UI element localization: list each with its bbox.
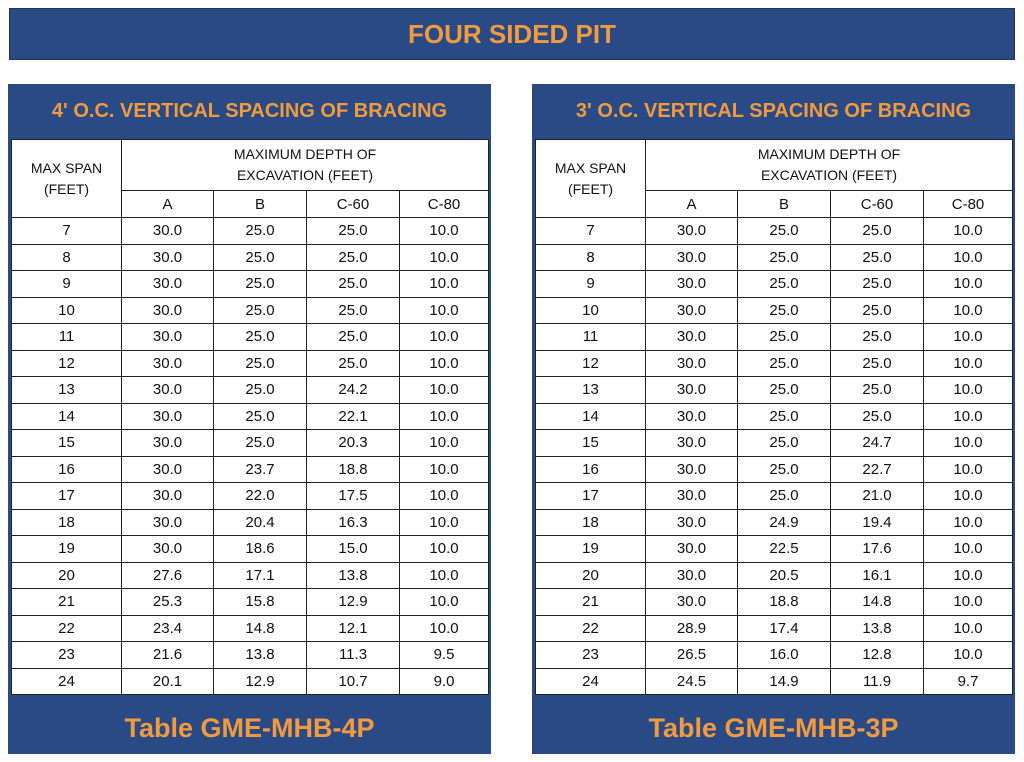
depth-a-cell: 30.0 bbox=[122, 324, 214, 351]
table-row bbox=[12, 297, 489, 324]
span-cell: 20 bbox=[12, 562, 122, 589]
depth-c60-cell: 25.0 bbox=[831, 271, 924, 298]
depth-b-cell: 15.8 bbox=[214, 589, 307, 616]
span-cell: 9 bbox=[536, 271, 646, 298]
depth-b-cell: 25.0 bbox=[214, 324, 307, 351]
depth-b-cell: 25.0 bbox=[214, 218, 307, 245]
depth-c80-cell: 10.0 bbox=[924, 483, 1013, 510]
table-row bbox=[536, 615, 1013, 642]
table-row bbox=[536, 589, 1013, 616]
depth-a-cell: 30.0 bbox=[122, 430, 214, 457]
depth-b-cell: 22.5 bbox=[738, 536, 831, 563]
depth-c80-cell: 10.0 bbox=[924, 589, 1013, 616]
table-row bbox=[12, 456, 489, 483]
span-cell: 8 bbox=[12, 244, 122, 271]
span-cell: 20 bbox=[536, 562, 646, 589]
column-header-b: B bbox=[214, 191, 307, 218]
span-cell: 15 bbox=[536, 430, 646, 457]
depth-c80-cell: 10.0 bbox=[400, 509, 489, 536]
table-row bbox=[536, 350, 1013, 377]
depth-c80-cell: 10.0 bbox=[924, 244, 1013, 271]
depth-b-cell: 17.4 bbox=[738, 615, 831, 642]
depth-c60-cell: 25.0 bbox=[831, 244, 924, 271]
span-cell: 12 bbox=[12, 350, 122, 377]
depth-a-cell: 30.0 bbox=[122, 244, 214, 271]
depth-b-cell: 20.5 bbox=[738, 562, 831, 589]
depth-c60-cell: 24.2 bbox=[307, 377, 400, 404]
table-row bbox=[12, 642, 489, 669]
depth-b-cell: 25.0 bbox=[738, 218, 831, 245]
depth-b-cell: 25.0 bbox=[738, 430, 831, 457]
depth-c80-cell: 10.0 bbox=[924, 377, 1013, 404]
depth-c60-cell: 25.0 bbox=[307, 350, 400, 377]
span-cell: 12 bbox=[536, 350, 646, 377]
max-depth-header bbox=[646, 140, 1013, 191]
depth-a-cell: 30.0 bbox=[646, 377, 738, 404]
span-cell: 18 bbox=[12, 509, 122, 536]
depth-a-cell: 30.0 bbox=[646, 324, 738, 351]
max-span-header bbox=[536, 140, 646, 218]
table-row bbox=[12, 271, 489, 298]
depth-a-cell: 30.0 bbox=[646, 562, 738, 589]
depth-b-cell: 25.0 bbox=[214, 271, 307, 298]
depth-c80-cell: 10.0 bbox=[924, 509, 1013, 536]
span-cell: 10 bbox=[536, 297, 646, 324]
depth-c60-cell: 14.8 bbox=[831, 589, 924, 616]
depth-a-cell: 30.0 bbox=[122, 297, 214, 324]
depth-c60-cell: 25.0 bbox=[831, 377, 924, 404]
depth-b-cell: 24.9 bbox=[738, 509, 831, 536]
table-row bbox=[12, 403, 489, 430]
depth-c80-cell: 9.0 bbox=[400, 668, 489, 695]
depth-a-cell: 30.0 bbox=[646, 271, 738, 298]
depth-a-cell: 28.9 bbox=[646, 615, 738, 642]
span-cell: 22 bbox=[12, 615, 122, 642]
depth-a-cell: 26.5 bbox=[646, 642, 738, 669]
depth-b-cell: 23.7 bbox=[214, 456, 307, 483]
depth-c80-cell: 10.0 bbox=[924, 324, 1013, 351]
depth-b-cell: 25.0 bbox=[738, 456, 831, 483]
depth-b-cell: 25.0 bbox=[214, 430, 307, 457]
depth-a-cell: 30.0 bbox=[122, 403, 214, 430]
table-row bbox=[12, 589, 489, 616]
table-row bbox=[536, 430, 1013, 457]
depth-a-cell: 30.0 bbox=[646, 218, 738, 245]
depth-a-cell: 30.0 bbox=[122, 536, 214, 563]
depth-c60-cell: 12.9 bbox=[307, 589, 400, 616]
depth-c60-cell: 25.0 bbox=[831, 218, 924, 245]
depth-c60-cell: 24.7 bbox=[831, 430, 924, 457]
depth-c80-cell: 10.0 bbox=[400, 456, 489, 483]
depth-b-cell: 18.6 bbox=[214, 536, 307, 563]
page-title: FOUR SIDED PIT bbox=[407, 18, 616, 49]
span-cell: 19 bbox=[536, 536, 646, 563]
depth-c80-cell: 10.0 bbox=[400, 589, 489, 616]
depth-a-cell: 20.1 bbox=[122, 668, 214, 695]
table-row bbox=[12, 483, 489, 510]
depth-c60-cell: 25.0 bbox=[307, 324, 400, 351]
depth-c80-cell: 10.0 bbox=[400, 562, 489, 589]
span-cell: 21 bbox=[12, 589, 122, 616]
depth-c80-cell: 9.5 bbox=[400, 642, 489, 669]
depth-b-cell: 14.9 bbox=[738, 668, 831, 695]
depth-b-cell: 22.0 bbox=[214, 483, 307, 510]
max-span-header-line2: (FEET) bbox=[43, 180, 90, 197]
table-row bbox=[536, 642, 1013, 669]
depth-c60-cell: 11.3 bbox=[307, 642, 400, 669]
depth-a-cell: 30.0 bbox=[122, 377, 214, 404]
depth-b-cell: 18.8 bbox=[738, 589, 831, 616]
depth-c80-cell: 10.0 bbox=[924, 271, 1013, 298]
span-cell: 13 bbox=[536, 377, 646, 404]
depth-b-cell: 25.0 bbox=[214, 350, 307, 377]
table-caption: Table GME-MHB-4P bbox=[124, 712, 375, 743]
span-cell: 24 bbox=[536, 668, 646, 695]
bracing-table bbox=[535, 139, 1013, 695]
depth-b-cell: 25.0 bbox=[738, 324, 831, 351]
table-body bbox=[536, 218, 1013, 695]
depth-c60-cell: 13.8 bbox=[307, 562, 400, 589]
depth-c60-cell: 12.1 bbox=[307, 615, 400, 642]
max-span-header-line1: MAX SPAN bbox=[554, 159, 627, 176]
depth-c80-cell: 10.0 bbox=[400, 271, 489, 298]
depth-c60-cell: 13.8 bbox=[831, 615, 924, 642]
depth-b-cell: 25.0 bbox=[738, 297, 831, 324]
depth-a-cell: 30.0 bbox=[122, 509, 214, 536]
depth-b-cell: 25.0 bbox=[738, 403, 831, 430]
depth-c80-cell: 10.0 bbox=[924, 456, 1013, 483]
depth-c60-cell: 25.0 bbox=[307, 244, 400, 271]
bracing-table bbox=[11, 139, 489, 695]
column-header-b: B bbox=[738, 191, 831, 218]
table-row bbox=[12, 324, 489, 351]
depth-a-cell: 25.3 bbox=[122, 589, 214, 616]
table-row bbox=[12, 377, 489, 404]
table-heading: 4' O.C. VERTICAL SPACING OF BRACING bbox=[51, 99, 448, 122]
span-cell: 18 bbox=[536, 509, 646, 536]
depth-c60-cell: 25.0 bbox=[307, 271, 400, 298]
table-row bbox=[536, 403, 1013, 430]
max-depth-header-line1: MAXIMUM DEPTH OF bbox=[757, 146, 901, 162]
span-cell: 11 bbox=[536, 324, 646, 351]
table-row bbox=[536, 244, 1013, 271]
depth-a-cell: 30.0 bbox=[122, 483, 214, 510]
depth-b-cell: 17.1 bbox=[214, 562, 307, 589]
depth-c60-cell: 18.8 bbox=[307, 456, 400, 483]
depth-c80-cell: 10.0 bbox=[924, 430, 1013, 457]
span-cell: 13 bbox=[12, 377, 122, 404]
span-cell: 7 bbox=[12, 218, 122, 245]
table-row bbox=[536, 218, 1013, 245]
table-row bbox=[536, 509, 1013, 536]
depth-c60-cell: 16.1 bbox=[831, 562, 924, 589]
depth-c80-cell: 10.0 bbox=[924, 642, 1013, 669]
depth-c60-cell: 12.8 bbox=[831, 642, 924, 669]
depth-c60-cell: 22.7 bbox=[831, 456, 924, 483]
span-cell: 10 bbox=[12, 297, 122, 324]
span-cell: 21 bbox=[536, 589, 646, 616]
depth-c80-cell: 10.0 bbox=[400, 615, 489, 642]
column-header-c80: C-80 bbox=[924, 191, 1013, 218]
table-row bbox=[536, 456, 1013, 483]
max-depth-header-line1: MAXIMUM DEPTH OF bbox=[233, 146, 377, 162]
depth-a-cell: 30.0 bbox=[646, 350, 738, 377]
depth-a-cell: 30.0 bbox=[122, 350, 214, 377]
depth-c60-cell: 17.5 bbox=[307, 483, 400, 510]
table-heading: 3' O.C. VERTICAL SPACING OF BRACING bbox=[575, 99, 972, 122]
table-row bbox=[12, 615, 489, 642]
column-header-a: A bbox=[122, 191, 214, 218]
depth-b-cell: 25.0 bbox=[214, 297, 307, 324]
depth-c60-cell: 11.9 bbox=[831, 668, 924, 695]
depth-c60-cell: 17.6 bbox=[831, 536, 924, 563]
depth-b-cell: 25.0 bbox=[738, 244, 831, 271]
span-cell: 17 bbox=[536, 483, 646, 510]
depth-a-cell: 30.0 bbox=[646, 509, 738, 536]
table-row bbox=[12, 562, 489, 589]
table-row bbox=[12, 536, 489, 563]
span-cell: 15 bbox=[12, 430, 122, 457]
table-row bbox=[536, 483, 1013, 510]
depth-a-cell: 30.0 bbox=[122, 271, 214, 298]
depth-a-cell: 30.0 bbox=[646, 536, 738, 563]
depth-a-cell: 30.0 bbox=[646, 403, 738, 430]
depth-c80-cell: 9.7 bbox=[924, 668, 1013, 695]
depth-c60-cell: 25.0 bbox=[831, 403, 924, 430]
table-row bbox=[12, 430, 489, 457]
depth-c80-cell: 10.0 bbox=[924, 536, 1013, 563]
span-cell: 23 bbox=[12, 642, 122, 669]
depth-c80-cell: 10.0 bbox=[400, 377, 489, 404]
depth-a-cell: 21.6 bbox=[122, 642, 214, 669]
max-span-header bbox=[12, 140, 122, 218]
span-cell: 16 bbox=[12, 456, 122, 483]
column-header-c60: C-60 bbox=[307, 191, 400, 218]
table-row bbox=[12, 244, 489, 271]
table-row bbox=[536, 562, 1013, 589]
depth-c60-cell: 21.0 bbox=[831, 483, 924, 510]
table-row bbox=[536, 668, 1013, 695]
span-cell: 24 bbox=[12, 668, 122, 695]
table-row bbox=[12, 509, 489, 536]
depth-b-cell: 25.0 bbox=[738, 483, 831, 510]
depth-a-cell: 30.0 bbox=[122, 218, 214, 245]
table-row bbox=[536, 377, 1013, 404]
depth-b-cell: 13.8 bbox=[214, 642, 307, 669]
depth-b-cell: 25.0 bbox=[214, 377, 307, 404]
depth-b-cell: 25.0 bbox=[214, 403, 307, 430]
depth-c80-cell: 10.0 bbox=[400, 218, 489, 245]
depth-b-cell: 14.8 bbox=[214, 615, 307, 642]
depth-a-cell: 30.0 bbox=[646, 483, 738, 510]
depth-b-cell: 16.0 bbox=[738, 642, 831, 669]
max-span-header-line1: MAX SPAN bbox=[30, 159, 103, 176]
table-row bbox=[12, 350, 489, 377]
table-panel-3p bbox=[532, 84, 1015, 754]
max-depth-header bbox=[122, 140, 489, 191]
table-row bbox=[536, 271, 1013, 298]
depth-b-cell: 25.0 bbox=[738, 350, 831, 377]
depth-c80-cell: 10.0 bbox=[924, 403, 1013, 430]
depth-c80-cell: 10.0 bbox=[400, 483, 489, 510]
depth-b-cell: 12.9 bbox=[214, 668, 307, 695]
depth-c80-cell: 10.0 bbox=[924, 297, 1013, 324]
depth-c80-cell: 10.0 bbox=[400, 244, 489, 271]
depth-b-cell: 25.0 bbox=[738, 271, 831, 298]
span-cell: 16 bbox=[536, 456, 646, 483]
max-depth-header-line2: EXCAVATION (FEET) bbox=[760, 167, 898, 183]
span-cell: 7 bbox=[536, 218, 646, 245]
depth-c80-cell: 10.0 bbox=[400, 430, 489, 457]
depth-c80-cell: 10.0 bbox=[400, 297, 489, 324]
span-cell: 22 bbox=[536, 615, 646, 642]
table-row bbox=[536, 324, 1013, 351]
span-cell: 11 bbox=[12, 324, 122, 351]
depth-c80-cell: 10.0 bbox=[924, 218, 1013, 245]
column-header-c60: C-60 bbox=[831, 191, 924, 218]
depth-c80-cell: 10.0 bbox=[400, 350, 489, 377]
depth-c80-cell: 10.0 bbox=[924, 350, 1013, 377]
depth-c60-cell: 10.7 bbox=[307, 668, 400, 695]
page-title-banner bbox=[9, 8, 1015, 60]
table-caption: Table GME-MHB-3P bbox=[648, 712, 899, 743]
span-cell: 9 bbox=[12, 271, 122, 298]
depth-b-cell: 25.0 bbox=[738, 377, 831, 404]
depth-a-cell: 30.0 bbox=[122, 456, 214, 483]
span-cell: 17 bbox=[12, 483, 122, 510]
span-cell: 8 bbox=[536, 244, 646, 271]
max-depth-header-line2: EXCAVATION (FEET) bbox=[236, 167, 374, 183]
depth-a-cell: 27.6 bbox=[122, 562, 214, 589]
table-row bbox=[12, 668, 489, 695]
depth-c60-cell: 25.0 bbox=[831, 324, 924, 351]
depth-c80-cell: 10.0 bbox=[400, 324, 489, 351]
table-row bbox=[12, 218, 489, 245]
depth-c60-cell: 25.0 bbox=[307, 218, 400, 245]
span-cell: 19 bbox=[12, 536, 122, 563]
table-row bbox=[536, 297, 1013, 324]
depth-c80-cell: 10.0 bbox=[924, 562, 1013, 589]
table-body bbox=[12, 218, 489, 695]
depth-c80-cell: 10.0 bbox=[924, 615, 1013, 642]
depth-b-cell: 20.4 bbox=[214, 509, 307, 536]
depth-c60-cell: 20.3 bbox=[307, 430, 400, 457]
depth-a-cell: 30.0 bbox=[646, 589, 738, 616]
table-row bbox=[536, 536, 1013, 563]
span-cell: 14 bbox=[12, 403, 122, 430]
depth-a-cell: 30.0 bbox=[646, 244, 738, 271]
depth-c80-cell: 10.0 bbox=[400, 536, 489, 563]
column-header-c80: C-80 bbox=[400, 191, 489, 218]
column-header-a: A bbox=[646, 191, 738, 218]
depth-c60-cell: 15.0 bbox=[307, 536, 400, 563]
depth-c60-cell: 22.1 bbox=[307, 403, 400, 430]
depth-a-cell: 23.4 bbox=[122, 615, 214, 642]
depth-c60-cell: 25.0 bbox=[831, 297, 924, 324]
span-cell: 14 bbox=[536, 403, 646, 430]
depth-a-cell: 30.0 bbox=[646, 297, 738, 324]
depth-a-cell: 30.0 bbox=[646, 430, 738, 457]
max-span-header-line2: (FEET) bbox=[567, 180, 614, 197]
depth-c80-cell: 10.0 bbox=[400, 403, 489, 430]
table-panel-4p bbox=[8, 84, 491, 754]
depth-c60-cell: 19.4 bbox=[831, 509, 924, 536]
depth-b-cell: 25.0 bbox=[214, 244, 307, 271]
span-cell: 23 bbox=[536, 642, 646, 669]
depth-c60-cell: 25.0 bbox=[307, 297, 400, 324]
depth-a-cell: 24.5 bbox=[646, 668, 738, 695]
depth-c60-cell: 16.3 bbox=[307, 509, 400, 536]
depth-c60-cell: 25.0 bbox=[831, 350, 924, 377]
depth-a-cell: 30.0 bbox=[646, 456, 738, 483]
